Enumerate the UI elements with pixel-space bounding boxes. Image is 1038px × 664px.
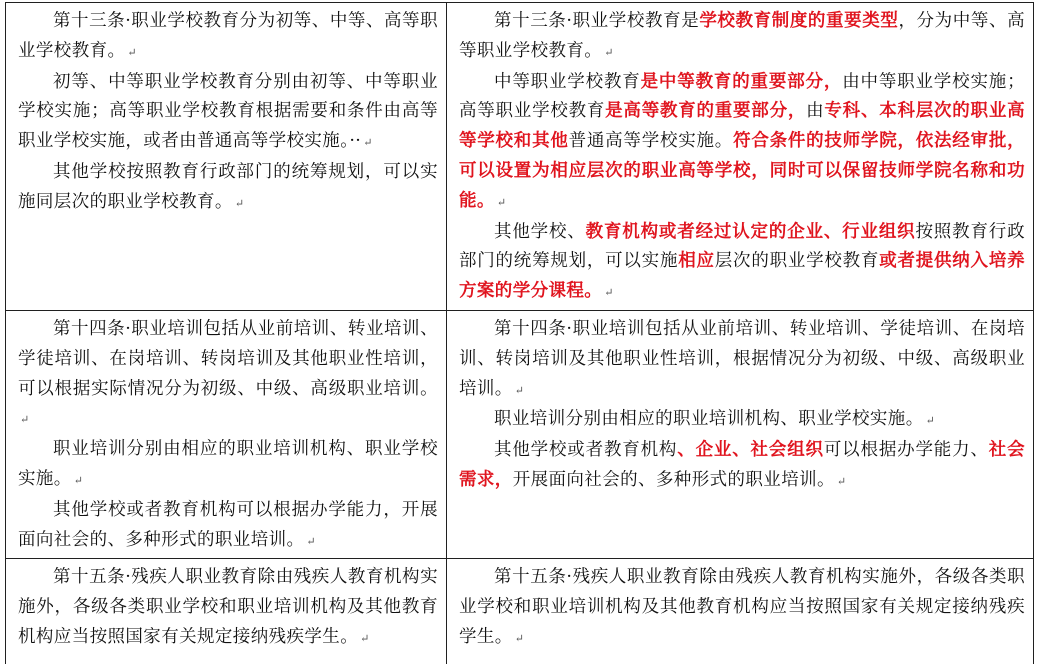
highlighted-text: 专科、本科层次的职业高等学校和其他	[459, 101, 1025, 152]
new-text-cell	[447, 3, 1034, 311]
paragraph	[459, 405, 1025, 436]
table-row	[6, 310, 1034, 558]
text-run: 第十五条·残疾人职业教育除由残疾人教育机构实施外，各级各类职业学校和职业培训机构及其他教育机构应当按照国家有关规定接纳残疾学生。	[18, 567, 438, 647]
text-run: ，分为中等、高等职业学校教育。	[459, 11, 1025, 61]
table-row	[6, 3, 1034, 311]
old-text-cell	[6, 310, 447, 558]
highlighted-text: 是中等教育的重要部分，	[640, 71, 843, 92]
paragraph	[18, 315, 438, 435]
paragraph-mark-icon: ↵	[363, 136, 373, 150]
paragraph	[18, 435, 438, 496]
new-text-cell	[447, 559, 1034, 664]
comparison-table	[5, 2, 1034, 664]
paragraph-mark-icon: ↵	[20, 413, 30, 427]
text-run: 其他学校按照教育行政部门的统筹规划，可以实施同层次的职业学校教育。	[18, 161, 438, 212]
text-run: 第十三条·职业学校教育分为初等、中等、高等职业学校教育。	[18, 11, 438, 61]
text-run: 第十三条·职业学校教育是	[494, 11, 700, 31]
new-text-cell	[447, 310, 1034, 558]
text-run: 按照教育行政部门的统筹规划，可以实施	[459, 221, 1025, 272]
paragraph	[459, 218, 1025, 308]
old-text-cell	[6, 3, 447, 311]
paragraph	[18, 7, 438, 68]
paragraph-mark-icon: ↵	[360, 631, 370, 645]
highlighted-text: 、企业、社会组织	[677, 440, 824, 461]
paragraph-mark-icon: ↵	[127, 45, 138, 59]
paragraph-mark-icon: ↵	[306, 534, 317, 548]
highlighted-text: 相应	[678, 251, 715, 272]
paragraph-mark-icon: ↵	[836, 474, 847, 488]
text-run: 职业培训分别由相应的职业培训机构、职业学校实施。	[18, 439, 438, 489]
paragraph-mark-icon: ↵	[496, 195, 507, 209]
highlighted-text: 符合条件的技师学院，依法经审批，可以设置为相应层次的职业高等学校，同时可以保留技师学院名称和功能。	[459, 131, 1026, 211]
paragraph-mark-icon: ↵	[514, 383, 525, 397]
text-run: 职业培训分别由相应的职业培训机构、职业学校实施。	[494, 409, 924, 430]
text-run: 其他学校、	[494, 221, 586, 242]
old-text-cell	[6, 559, 447, 664]
paragraph	[459, 563, 1025, 653]
paragraph-mark-icon: ↵	[925, 414, 936, 428]
paragraph-mark-icon: ↵	[514, 631, 525, 645]
highlighted-text: 社会需求，	[459, 440, 1025, 490]
paragraph-mark-icon: ↵	[604, 45, 614, 59]
highlighted-text: 教育机构或者经过认定的企业、行业组织	[585, 221, 916, 242]
text-run: 可以根据办学能力、	[823, 440, 989, 461]
highlighted-text: 是高等教育的重要部分，	[605, 101, 807, 122]
text-run: 中等职业学校教育	[494, 71, 641, 92]
text-run: 开展面向社会的、多种形式的职业培训。	[512, 469, 835, 490]
paragraph	[459, 68, 1025, 218]
highlighted-text: 或者提供纳入培养方案的学分课程。	[459, 251, 1025, 302]
text-run: 由中等职业学校实施；高等职业学校教育	[459, 71, 1026, 122]
highlighted-text: 学校教育制度的重要类型	[699, 11, 899, 31]
text-run: 普通高等学校实施。	[568, 131, 734, 152]
paragraph	[459, 436, 1025, 497]
text-run: 其他学校或者教育机构可以根据办学能力，开展面向社会的、多种形式的职业培训。	[18, 499, 438, 550]
paragraph	[18, 68, 438, 158]
text-run: 层次的职业学校教育	[714, 251, 880, 272]
paragraph	[18, 158, 438, 219]
paragraph	[18, 563, 438, 653]
text-run: 第十四条·职业培训包括从业前培训、转业培训、学徒培训、在岗培训、转岗培训及其他职业性培训，根据情况分为初级、中级、高级职业培训。	[459, 318, 1025, 399]
paragraph	[459, 315, 1025, 405]
text-run: 其他学校或者教育机构	[494, 440, 678, 461]
text-run: 由	[806, 101, 825, 122]
text-run: 第十四条·职业培训包括从业前培训、转业培训、学徒培训、在岗培训、转岗培训及其他职业性培训，可以根据实际情况分为初级、中级、高级职业培训。	[18, 318, 438, 399]
paragraph-mark-icon: ↵	[73, 473, 84, 487]
text-run: 初等、中等职业学校教育分别由初等、中等职业学校实施；高等职业学校教育根据需要和条件由高等职业学校实施，或者由普通高等学校实施。··	[18, 71, 438, 152]
paragraph	[459, 7, 1025, 68]
paragraph-mark-icon: ↵	[234, 196, 245, 210]
text-run: 第十五条·残疾人职业教育除由残疾人教育机构实施外，各级各类职业学校和职业培训机构及其他教育机构应当按照国家有关规定接纳残疾学生。	[459, 567, 1025, 647]
paragraph	[18, 496, 438, 557]
table-row	[6, 559, 1034, 664]
paragraph-mark-icon: ↵	[604, 286, 614, 300]
